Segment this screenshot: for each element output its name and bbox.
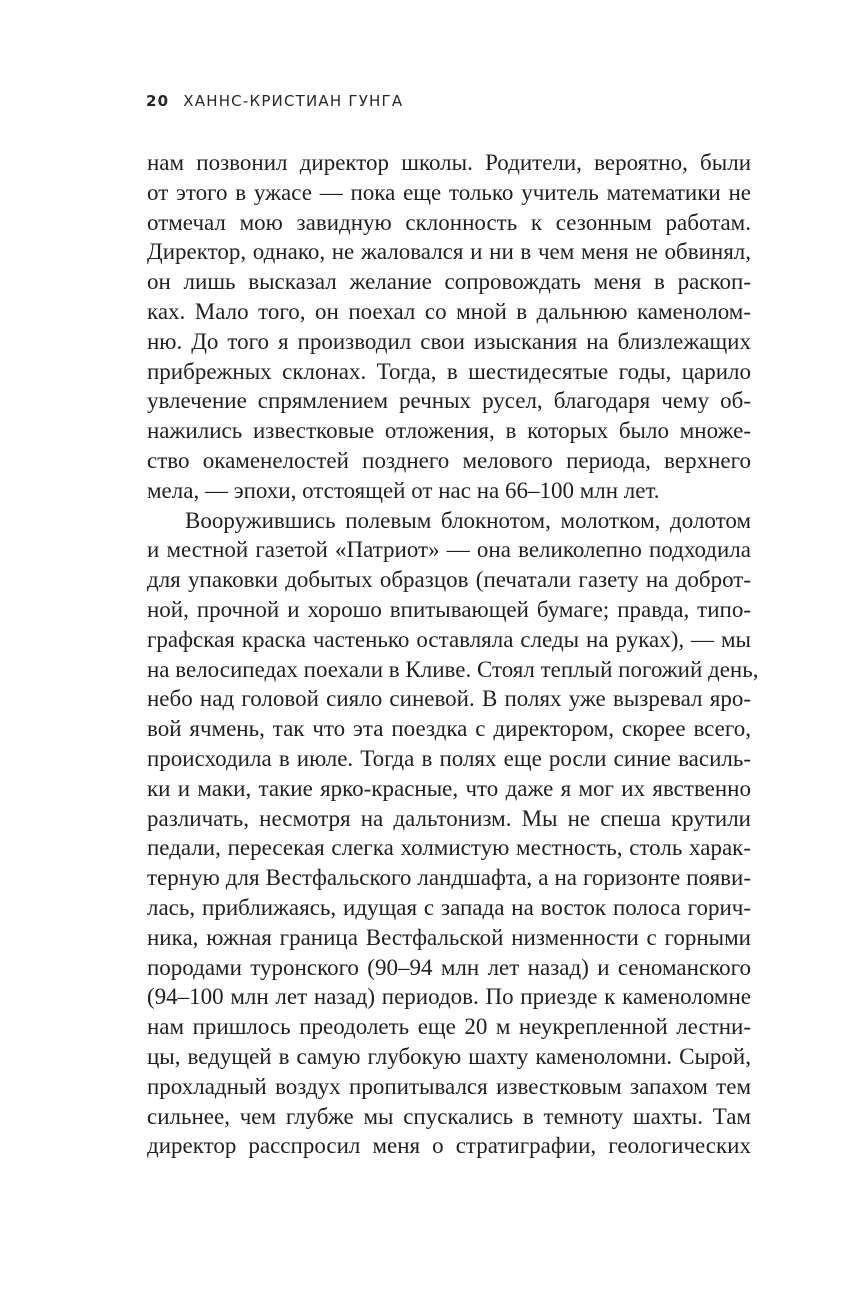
text-line: нам позвонил директор школы. Родители, вероятно, были	[147, 150, 751, 175]
text-line: (94–100 млн лет назад) периодов. По приезде к каменоломне	[147, 984, 751, 1010]
text-line: терную для Вестфальского ландшафта, а на горизонте появи-	[147, 865, 751, 891]
text-line: прохладный воздух пропитывался известковым запахом тем	[147, 1073, 751, 1099]
text-line: лась, приближаясь, идущая с запада на восток полоса горич-	[147, 894, 751, 920]
text-line: Директор, однако, не жаловался и ни в чем меня не обвинял,	[147, 239, 751, 265]
text-line: небо над головой сияло синевой. В полях уже вызревал яро-	[147, 686, 751, 712]
text-line: вой ячмень, так что эта поездка с директором, скорее всего,	[147, 716, 751, 742]
text-line: на велосипедах поехали в Кливе. Стоял теплый погожий день,	[147, 656, 759, 682]
text-line: породами туронского (90–94 млн лет назад) и сеноманского	[147, 954, 751, 980]
text-line: и местной газетой «Патриот» — она великолепно подходила	[147, 537, 751, 563]
text-line: происходила в июле. Тогда в полях еще росли синие василь-	[147, 745, 751, 771]
text-line: цы, ведущей в самую глубокую шахту каменоломни. Сырой,	[147, 1043, 751, 1069]
text-line: графская краска частенько оставляла следы на руках), — мы	[147, 626, 751, 652]
text-line: ках. Мало того, он поехал со мной в дальнюю каменолом-	[147, 298, 751, 324]
text-line: мела, — эпохи, отстоящей от нас на 66–100 млн лет.	[147, 477, 660, 503]
text-line: от этого в ужасе — пока еще только учитель математики не	[147, 179, 751, 205]
text-line: ной, прочной и хорошо впитывающей бумаге; правда, типо-	[147, 596, 751, 622]
text-line: прибрежных склонах. Тогда, в шестидесятые годы, царило	[147, 358, 751, 384]
text-line: нажились известковые отложения, в которых было множе-	[147, 418, 751, 444]
text-line: для упаковки добытых образцов (печатали газету на доброт-	[147, 567, 751, 593]
text-line: увлечение спрямлением речных русел, благодаря чему об-	[147, 388, 751, 414]
text-line: ника, южная граница Вестфальской низменности с горными	[147, 924, 751, 950]
text-line: педали, пересекая слегка холмистую местность, столь харак-	[147, 835, 751, 861]
page-number: 20	[146, 92, 170, 110]
text-line: различать, несмотря на дальтонизм. Мы не спеша крутили	[147, 805, 751, 831]
body-text	[147, 148, 759, 1161]
running-head	[146, 92, 403, 110]
text-line: нам пришлось преодолеть еще 20 м неукрепленной лестни-	[147, 1014, 751, 1040]
text-line: он лишь высказал желание сопровождать меня в раскоп-	[147, 269, 751, 295]
text-line: сильнее, чем глубже мы спускались в темноту шахты. Там	[147, 1103, 751, 1129]
text-line: отмечал мою завидную склонность к сезонным работам.	[147, 209, 751, 235]
text-line: директор расспросил меня о стратиграфии, геологических	[147, 1133, 751, 1159]
paragraph-first-line: Вооружившись полевым блокнотом, молотком, долотом	[185, 507, 751, 533]
running-head-author: ХАННС-КРИСТИАН ГУНГА	[183, 92, 404, 110]
text-line: ство окаменелостей позднего мелового периода, верхнего	[147, 447, 751, 473]
text-line: ню. До того я производил свои изыскания на близлежащих	[147, 328, 751, 354]
text-line: ки и маки, такие ярко-красные, что даже я мог их явственно	[147, 775, 751, 801]
